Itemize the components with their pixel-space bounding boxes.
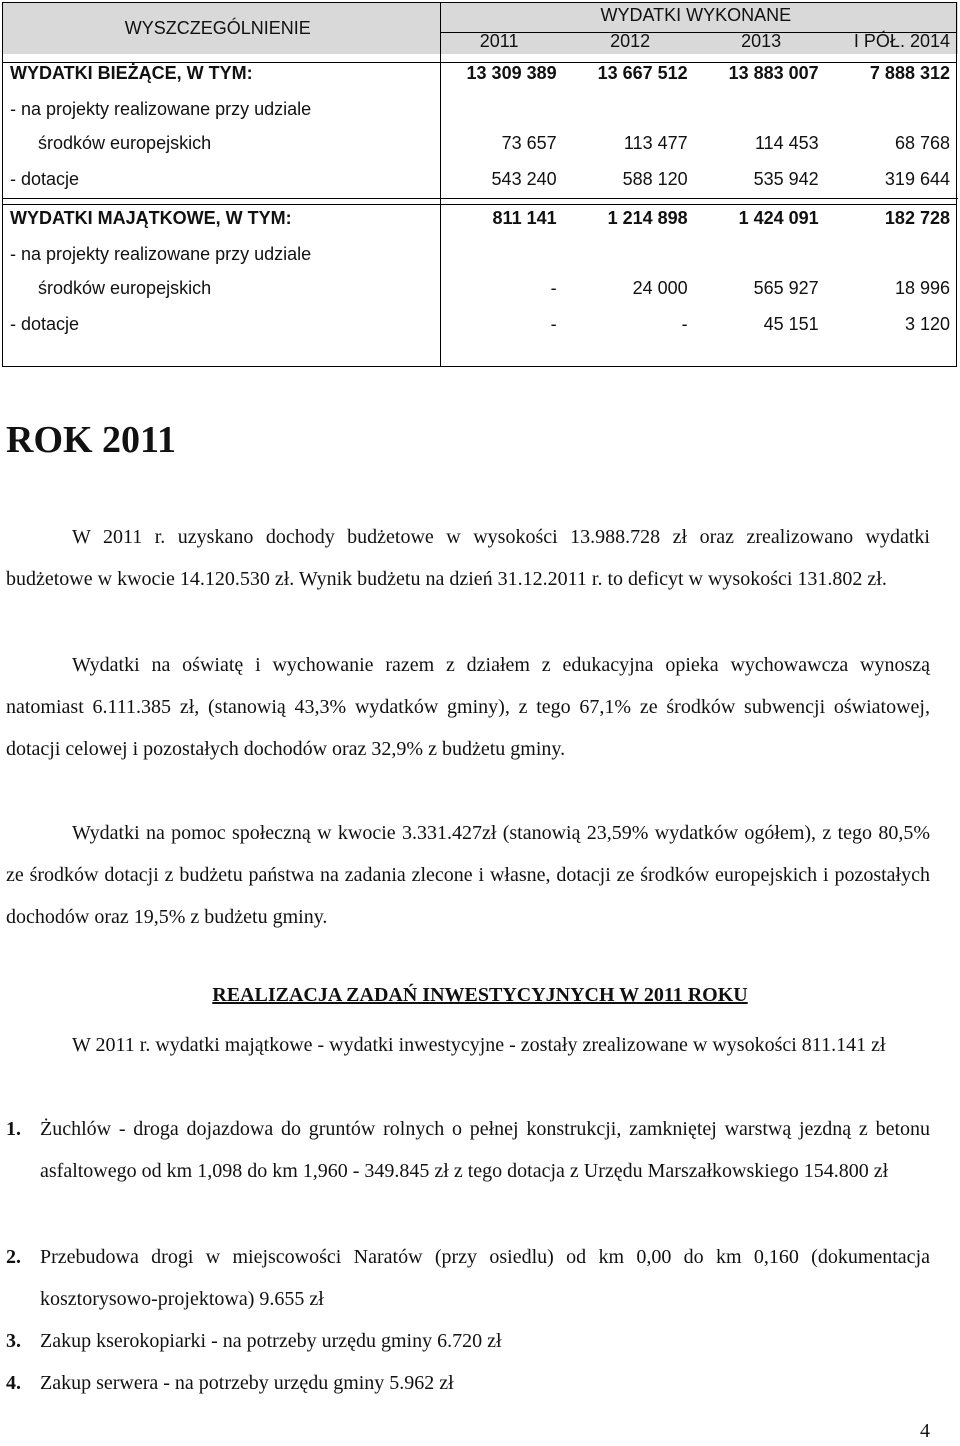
cell: 13 309 389	[466, 62, 557, 83]
table-header-row	[2, 2, 958, 28]
year-header: 2011	[434, 28, 565, 54]
cell: 535 942	[753, 168, 819, 189]
section-title: ROK 2011	[6, 419, 176, 461]
table-row	[2, 237, 958, 271]
item-text: Zakup serwera - na potrzeby urzędu gminy 5.962 zł	[40, 1372, 454, 1394]
table-header-bottom	[2, 62, 957, 63]
cell: -	[550, 277, 557, 298]
cell: 3 120	[904, 313, 950, 334]
item-text: Przebudowa drogi w miejscowości Naratów (przy osiedlu) od km 0,00 do km 0,160 (dokumentacja kosztorysowo-projektowa) 9.655 zł	[40, 1246, 930, 1310]
cell: -	[681, 313, 688, 334]
cell: 565 927	[753, 277, 819, 298]
row-label: - dotacje	[10, 313, 80, 334]
table-column-line	[440, 2, 441, 366]
item-number: 4.	[6, 1372, 21, 1394]
paragraph-budget: W 2011 r. uzyskano dochody budżetowe w wysokości 13.988.728 zł oraz zrealizowano wydatki budżetowe w kwocie 14.120.530 zł. Wynik budżetu na dzień 31.12.2011 r. to deficyt w wysokości 131.802 zł.	[6, 526, 930, 590]
table-row	[2, 160, 958, 199]
cell: 182 728	[884, 207, 950, 228]
row-label: - dotacje	[10, 168, 80, 189]
header-group: WYDATKI WYKONANE	[434, 2, 958, 28]
item-number: 2.	[6, 1246, 21, 1268]
table-row	[2, 271, 958, 305]
table-header-line	[440, 32, 957, 33]
paragraph-social-aid: Wydatki na pomoc społeczną w kwocie 3.331.427zł (stanowią 23,59% wydatków ogółem), z tego 80,5% ze środków dotacji z budżetu państwa na zadania zlecone i własne, dotacji ze środków europejskich i pozostałych dochodów oraz 19,5% z budżetu gminy.	[6, 822, 930, 928]
row-label: WYDATKI BIEŻĄCE, W TYM:	[10, 62, 253, 83]
cell: 68 768	[894, 132, 950, 153]
cell: 13 667 512	[597, 62, 688, 83]
header-label: WYSZCZEGÓLNIENIE	[2, 2, 434, 54]
cell: 1 424 091	[738, 207, 819, 228]
item-text: Zakup kserokopiarki - na potrzeby urzędu gminy 6.720 zł	[40, 1330, 502, 1352]
table-row	[2, 92, 958, 126]
investments-intro: W 2011 r. wydatki majątkowe - wydatki inwestycyjne - zostały zrealizowane w wysokości 811.141 zł	[72, 1034, 886, 1056]
cell: 7 888 312	[869, 62, 950, 83]
cell: 1 214 898	[607, 207, 688, 228]
item-text: Żuchlów - droga dojazdowa do gruntów rolnych o pełnej konstrukcji, zamkniętej warstwą jezdną z betonu asfaltowego od km 1,098 do km 1,960 - 349.845 zł z tego dotacja z Urzędu Marszałkowskiego 154.800 zł	[40, 1118, 930, 1182]
list-item	[6, 1362, 930, 1404]
item-number: 3.	[6, 1330, 21, 1352]
table-divider	[2, 204, 957, 205]
table-row	[2, 54, 958, 92]
item-number: 1.	[6, 1118, 21, 1140]
cell: 24 000	[632, 277, 688, 298]
row-label: - na projekty realizowane przy udziale	[10, 243, 312, 264]
cell: 18 996	[894, 277, 950, 298]
list-item	[6, 1320, 930, 1362]
cell: 73 657	[501, 132, 557, 153]
list-item	[6, 1236, 930, 1320]
row-label: - na projekty realizowane przy udziale	[10, 98, 312, 119]
cell: 45 151	[763, 313, 819, 334]
investments-title: REALIZACJA ZADAŃ INWESTYCYJNYCH W 2011 ROKU	[212, 984, 748, 1006]
year-header: 2012	[565, 28, 696, 54]
year-header: I PÓŁ. 2014	[827, 28, 958, 54]
cell: 588 120	[622, 168, 688, 189]
page-number: 4	[920, 1420, 930, 1442]
table-row	[2, 305, 958, 343]
cell: 543 240	[491, 168, 557, 189]
row-label: środków europejskich	[38, 277, 212, 298]
cell: 113 477	[623, 132, 688, 153]
list-item	[6, 1108, 930, 1192]
cell: 319 644	[884, 168, 950, 189]
cell: 13 883 007	[728, 62, 819, 83]
table-row	[2, 126, 958, 160]
row-label: środków europejskich	[38, 132, 212, 153]
cell: 114 453	[754, 132, 819, 153]
row-label: WYDATKI MAJĄTKOWE, W TYM:	[10, 207, 292, 228]
cell: 811 141	[492, 207, 557, 228]
year-header: 2013	[696, 28, 827, 54]
expenditure-table	[2, 2, 958, 343]
cell: -	[550, 313, 557, 334]
paragraph-education: Wydatki na oświatę i wychowanie razem z działem z edukacyjna opieka wychowawcza wynoszą natomiast 6.111.385 zł, (stanowią 43,3% wydatków gminy), z tego 67,1% ze środków subwencji oświatowej, dotacji celowej i pozostałych dochodów oraz 32,9% z budżetu gminy.	[6, 654, 930, 760]
